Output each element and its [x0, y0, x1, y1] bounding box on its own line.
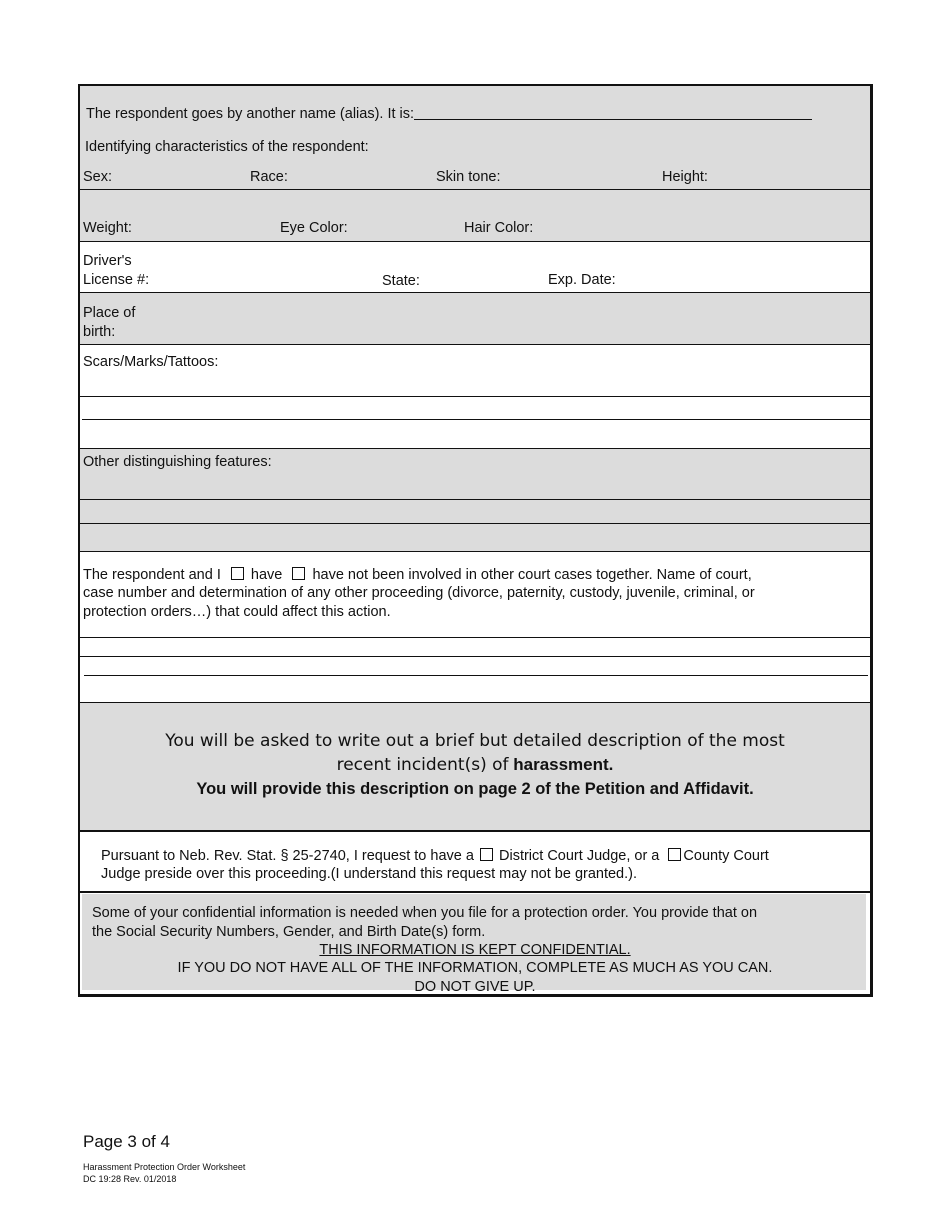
confidential-kept-text: THIS INFORMATION IS KEPT CONFIDENTIAL. [319, 942, 631, 958]
judge-text-c: County Court [683, 848, 769, 864]
judge-text-a: Pursuant to Neb. Rev. Stat. § 25-2740, I request to have a [101, 848, 474, 864]
license-state-field[interactable]: State: [382, 273, 420, 289]
county-court-checkbox[interactable] [668, 848, 681, 861]
license-label-line1: Driver's [83, 253, 132, 269]
notice-line-3: You will provide this description on page 2 of the Petition and Affidavit. [196, 780, 754, 798]
scars-marks-tattoos-label: Scars/Marks/Tattoos: [83, 354, 219, 370]
scars-line-2[interactable] [82, 419, 870, 420]
race-field[interactable]: Race: [250, 169, 288, 185]
license-number-field[interactable]: License #: [83, 272, 150, 288]
court-cases-line-3: protection orders…) that could affect this action. [83, 604, 391, 620]
license-exp-date-field[interactable]: Exp. Date: [548, 272, 616, 288]
confidential-line-4: IF YOU DO NOT HAVE ALL OF THE INFORMATION, COMPLETE AS MUCH AS YOU CAN. [177, 960, 773, 976]
district-court-checkbox[interactable] [480, 848, 493, 861]
judge-text-b: District Court Judge, or a [499, 848, 660, 864]
notice-text-a: recent incident(s) of [336, 755, 509, 775]
notice-line-1: You will be asked to write out a brief but detailed description of the most [165, 731, 785, 751]
alias-line [86, 106, 812, 122]
worksheet-form [78, 84, 873, 997]
divider [80, 551, 870, 552]
confidential-line-3 [80, 943, 870, 958]
alias-input[interactable] [414, 106, 812, 120]
birth-label-line1: Place of [83, 305, 136, 321]
court-cases-line-c[interactable] [84, 675, 868, 676]
court-cases-text-a: The respondent and I [83, 567, 221, 583]
have-label: have [250, 567, 283, 583]
page-number: Page 3 of 4 [83, 1132, 170, 1151]
characteristics-heading: Identifying characteristics of the respondent: [85, 139, 369, 155]
court-cases-line-1 [83, 567, 752, 583]
weight-field[interactable]: Weight: [83, 220, 132, 236]
have-not-checkbox[interactable] [292, 567, 305, 580]
height-field[interactable]: Height: [662, 169, 708, 185]
court-cases-line-2: case number and determination of any other proceeding (divorce, paternity, custody, juvenile, criminal, or [83, 585, 755, 601]
divider [80, 830, 871, 832]
birth-row [80, 293, 870, 344]
notice-line-2 [80, 756, 870, 774]
scars-line-1[interactable] [80, 396, 870, 397]
divider [80, 241, 870, 242]
birth-place-field[interactable]: birth: [83, 324, 116, 340]
divider [80, 891, 870, 893]
court-cases-line-a[interactable] [80, 637, 870, 638]
court-cases-line-b[interactable] [80, 656, 870, 657]
skin-tone-field[interactable]: Skin tone: [436, 169, 501, 185]
form-name: Harassment Protection Order Worksheet [83, 1162, 246, 1172]
form-code: DC 19:28 Rev. 01/2018 [83, 1174, 177, 1184]
other-features-line-2[interactable] [80, 523, 870, 524]
have-checkbox[interactable] [231, 567, 244, 580]
judge-request-line-1 [101, 848, 769, 864]
confidential-line-2: the Social Security Numbers, Gender, and Birth Date(s) form. [92, 924, 486, 940]
hair-color-field[interactable]: Hair Color: [464, 220, 534, 236]
court-cases-text-b: have not been involved in other court cases together. Name of court, [312, 567, 752, 583]
judge-request-line-2: Judge preside over this proceeding.(I understand this request may not be granted.). [101, 866, 638, 882]
other-features-label: Other distinguishing features: [83, 454, 272, 470]
divider [80, 344, 870, 345]
sex-field[interactable]: Sex: [83, 169, 113, 185]
confidential-line-1: Some of your confidential information is needed when you file for a protection order. You provide that on [92, 905, 758, 921]
eye-color-field[interactable]: Eye Color: [280, 220, 348, 236]
other-features-line-1[interactable] [80, 499, 870, 500]
confidential-line-5: DO NOT GIVE UP. [414, 979, 536, 995]
alias-label: The respondent goes by another name (alias). It is: [86, 106, 415, 122]
notice-harassment: harassment. [513, 755, 614, 774]
